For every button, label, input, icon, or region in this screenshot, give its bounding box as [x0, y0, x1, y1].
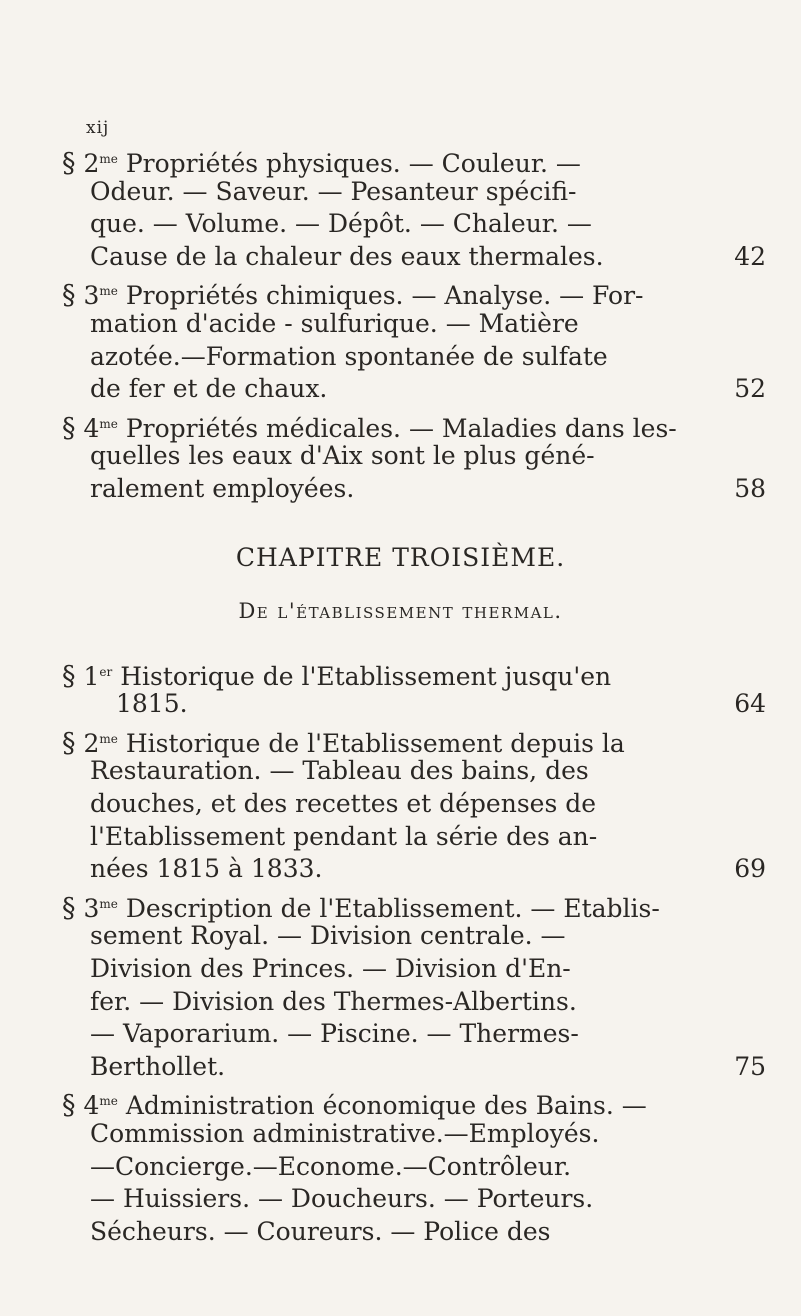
section-ordinal: $2^{me}$	[83, 728, 118, 758]
section-sign: §	[62, 148, 76, 179]
entry-text-line: sement Royal. — Division centrale. —	[90, 921, 566, 951]
section-ordinal: $2^{me}$	[83, 149, 118, 178]
entry-text-line: Propriétés médicales. — Maladies dans les-	[125, 413, 677, 443]
chapter-subtitle: De l'établissement thermal.	[238, 598, 563, 623]
page-reference: 64	[734, 689, 766, 719]
section-sign: §	[62, 727, 76, 759]
entry-text-line: l'Etablissement pendant la série des an-	[90, 821, 598, 851]
section-sign: §	[62, 280, 76, 312]
entry-text-line: quelles les eaux d'Aix sont le plus géné-	[90, 441, 595, 471]
entry-text-line: nées 1815 à 1833.	[90, 854, 323, 884]
entry-text-line: ralement employées.	[90, 473, 355, 503]
entry-text-line: Berthollet.	[90, 1051, 226, 1081]
page-reference: 58	[734, 473, 766, 503]
chapter-title: CHAPITRE TROISIÈME.	[235, 542, 566, 572]
entry-text-line: mation d'acide - sulfurique. — Matière	[90, 308, 579, 338]
page-reference: 75	[734, 1051, 766, 1081]
entry-text-line: de fer et de chaux.	[90, 374, 328, 404]
section-ordinal: $4^{me}$	[83, 413, 118, 443]
entry-text-line: Description de l'Etablissement. — Etablis-	[117, 893, 660, 923]
section-sign: §	[62, 660, 76, 692]
section-ordinal: $4^{me}$	[83, 1091, 118, 1121]
entry-text-line: Propriétés chimiques. — Analyse. — For-	[125, 281, 644, 311]
entry-text-line: Sécheurs. — Coureurs. — Police des	[90, 1216, 551, 1246]
section-sign: §	[62, 892, 76, 924]
section-ordinal: 1er	[83, 661, 113, 691]
entry-text-line: Commission administrative.—Employés.	[90, 1118, 600, 1148]
entry-text-line: Historique de l'Etablissement depuis la	[125, 728, 625, 758]
page-number: xij	[86, 118, 110, 138]
entry-text-line: Restauration. — Tableau des bains, des	[90, 756, 589, 786]
entry-text-line: que. — Volume. — Dépôt. — Chaleur. —	[90, 209, 592, 239]
entry-text-line: Propriétés physiques. — Couleur. —	[125, 149, 581, 178]
entry-text-line: Cause de la chaleur des eaux thermales.	[90, 241, 604, 271]
section-sign: §	[62, 412, 76, 444]
entry-text-line: Odeur. — Saveur. — Pesanteur spécifi-	[90, 176, 577, 206]
entry-text-line: — Vaporarium. — Piscine. — Thermes-	[90, 1019, 579, 1049]
page-reference: 42	[734, 241, 766, 271]
page-reference: 52	[734, 374, 766, 404]
entry-text-line: fer. — Division des Thermes-Albertins.	[90, 986, 577, 1016]
entry-text-line: azotée.—Formation spontanée de sulfate	[90, 341, 608, 371]
entry-text-line: 1815.	[116, 689, 188, 719]
entry-text-line: Historique de l'Etablissement jusqu'en	[120, 661, 612, 691]
entry-text-line: Division des Princes. — Division d'En-	[90, 953, 571, 983]
section-ordinal: $3^{me}$	[83, 281, 118, 311]
entry-text-line: douches, et des recettes et dépenses de	[90, 788, 597, 818]
section-sign: §	[62, 1090, 76, 1122]
section-ordinal: $3^{me}$	[83, 893, 118, 923]
entry-text-line: — Huissiers. — Doucheurs. — Porteurs.	[90, 1184, 594, 1214]
entry-text-line: Administration économique des Bains. —	[117, 1091, 647, 1121]
entry-text-line: —Concierge.—Econome.—Contrôleur.	[90, 1151, 572, 1181]
page-reference: 69	[734, 854, 766, 884]
